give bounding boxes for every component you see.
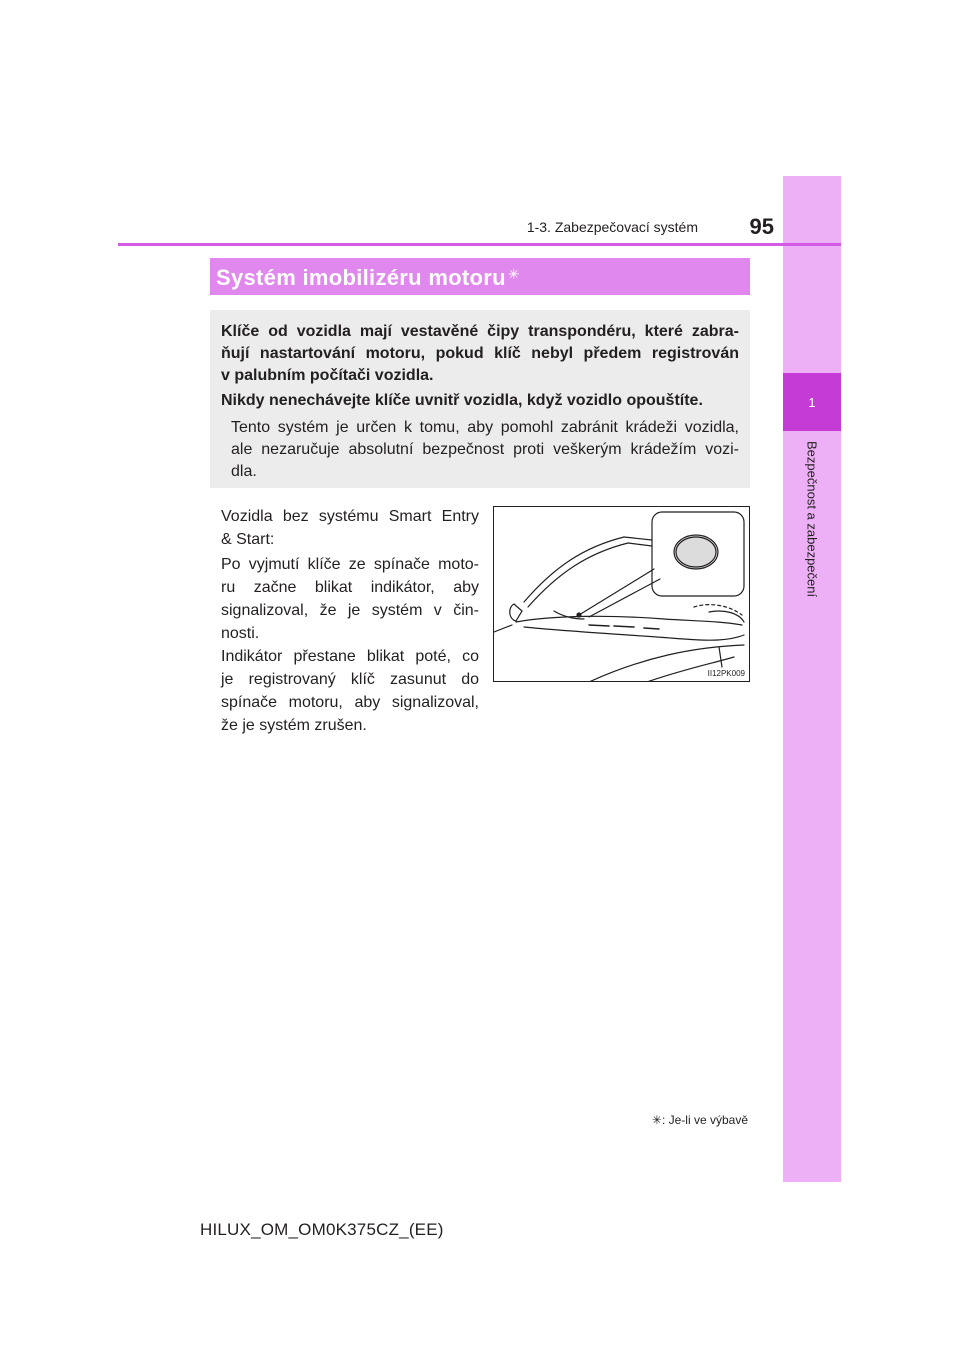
footnote: [600, 1113, 748, 1127]
text-line: Po vyjmutí klíče ze spínače moto-: [221, 556, 479, 573]
side-tab-title-wrap: [784, 441, 840, 621]
indicator-lens: [674, 535, 718, 569]
footnote-mark: ✳: [651, 1113, 662, 1127]
side-tab-title: Bezpečnost a zabezpečení: [804, 441, 820, 598]
text-line: ale nezaručuje absolutní bezpečnost proti veškerým krádežím vozi-: [231, 441, 739, 458]
footnote-text: : Je-li ve výbavě: [661, 1113, 748, 1127]
windshield-edge: [524, 537, 624, 602]
intro-paragraph-3: [231, 417, 739, 483]
header-rule: [118, 243, 841, 246]
text-line: spínače motoru, aby signalizoval,: [221, 694, 479, 711]
text-line: Indikátor přestane blikat poté, co: [221, 648, 479, 665]
section-title: [216, 265, 520, 291]
windshield-inner-edge: [528, 543, 628, 607]
body-paragraph-indicator-on: [221, 553, 479, 645]
leader-line: [579, 569, 654, 615]
text-line: Klíče od vozidla mají vestavěné čipy transpondéru, které zabra-: [221, 323, 739, 340]
text-line: že je systém zrušen.: [221, 717, 367, 734]
side-tab-number: 1: [783, 373, 841, 431]
document-code: HILUX_OM_OM0K375CZ_(EE): [200, 1220, 444, 1239]
text-line: dla.: [231, 463, 257, 480]
body-paragraph-vehicles: [221, 505, 479, 551]
side-tab: [783, 176, 841, 1182]
text-line: Tento systém je určen k tomu, aby pomohl zabránit krádeži vozidla,: [231, 419, 739, 436]
text-line: v palubním počítači vozidla.: [221, 367, 434, 384]
text-line: ru začne blikat indikátor, aby: [221, 579, 479, 596]
page-number: 95: [749, 214, 774, 239]
text-line: ňují nastartování motoru, pokud klíč nebyl předem registrován: [221, 345, 739, 362]
dashboard-drawing: [494, 507, 750, 682]
section-title-text: Systém imobilizéru motoru: [216, 265, 506, 290]
dashboard-indicator-illustration: [493, 506, 750, 682]
text-line: & Start:: [221, 531, 275, 548]
dashboard-front: [524, 627, 744, 640]
mirror: [510, 604, 522, 621]
text-line: je registrovaný klíč zasunut do: [221, 671, 479, 688]
text-line: signalizoval, že je systém v čin-: [221, 602, 479, 619]
illustration-code: II12PK009: [707, 669, 745, 678]
text-line: nosti.: [221, 625, 260, 642]
chapter-header: 1-3. Zabezpečovací systém: [526, 219, 698, 235]
optional-equipment-mark: ✳: [507, 266, 520, 282]
body-paragraph-indicator-off: [221, 645, 479, 737]
text-line: Vozidla bez systému Smart Entry: [221, 508, 479, 525]
intro-paragraph-2: Nikdy nenechávejte klíče uvnitř vozidla, když vozidlo opouštíte.: [221, 392, 703, 409]
intro-paragraph-1: [221, 321, 739, 387]
dashboard-top: [516, 616, 742, 625]
